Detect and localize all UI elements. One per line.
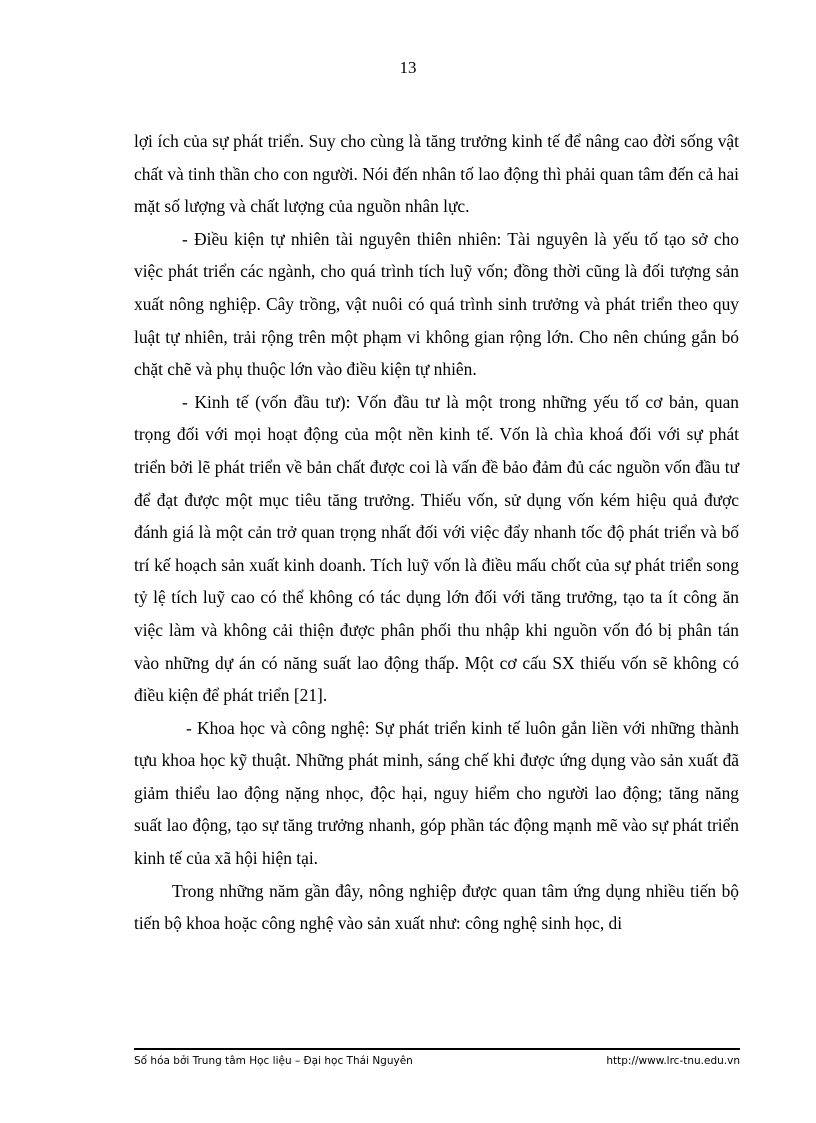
- paragraph: - Kinh tế (vốn đầu tư): Vốn đầu tư là một trong những yếu tố cơ bản, quan trọng đối với mọi hoạt động của một nền kinh tế. Vốn là chìa khoá đối với sự phát triển bởi lẽ phát triển về bản chất được coi là vấn đề bảo đảm đủ các nguồn vốn đầu tư để đạt được một mục tiêu tăng trưởng. Thiếu vốn, sử dụng vốn kém hiệu quả được đánh giá là một cản trở quan trọng nhất đối với việc đẩy nhanh tốc độ phát triển và bố trí kế hoạch sản xuất kinh doanh. Tích luỹ vốn là điều mấu chốt của sự phát triển song tỷ lệ tích luỹ cao có thể không có tác dụng lớn đối với tăng trưởng, tạo ta ít công ăn việc làm và không cải thiện được phân phối thu nhập khi nguồn vốn đó bị phân tán vào những dự án có năng suất lao động thấp. Một cơ cấu SX thiếu vốn sẽ không có điều kiện để phát triển [21].: [134, 391, 739, 706]
- footer-website-link[interactable]: http://www.lrc-tnu.edu.vn: [606, 1055, 740, 1067]
- document-body: [134, 125, 739, 940]
- paragraph: - Khoa học và công nghệ: Sự phát triển kinh tế luôn gắn liền với những thành tựu khoa học kỹ thuật. Những phát minh, sáng chế khi được ứng dụng vào sản xuất đã giảm thiểu lao động nặng nhọc, độc hại, nguy hiểm cho người lao động; tăng năng suất lao động, tạo sự tăng trưởng nhanh, góp phần tác động mạnh mẽ vào sự phát triển kinh tế của xã hội hiện tại.: [134, 717, 739, 869]
- paragraph: Trong những năm gần đây, nông nghiệp được quan tâm ứng dụng nhiều tiến bộ tiến bộ khoa hoặc công nghệ vào sản xuất như: công nghệ sinh học, di: [134, 880, 739, 934]
- footer-divider: [134, 1048, 740, 1050]
- footer-attribution: Số hóa bởi Trung tâm Học liệu – Đại học Thái Nguyên: [134, 1055, 413, 1067]
- paragraph: lợi ích của sự phát triển. Suy cho cùng là tăng trưởng kinh tế để nâng cao đời sống vật chất và tinh thần cho con người. Nói đến nhân tố lao động thì phải quan tâm đến cả hai mặt số lượng và chất lượng của nguồn nhân lực.: [134, 131, 739, 217]
- paragraph: - Điều kiện tự nhiên tài nguyên thiên nhiên: Tài nguyên là yếu tố tạo sở cho việc phát triển các ngành, cho quá trình tích luỹ vốn; đồng thời cũng là đối tượng sản xuất nông nghiệp. Cây trồng, vật nuôi có quá trình sinh trưởng và phát triển theo quy luật tự nhiên, trải rộng trên một phạm vi không gian rộng lớn. Cho nên chúng gắn bó chặt chẽ và phụ thuộc lớn vào điều kiện tự nhiên.: [134, 228, 739, 380]
- page-footer: [134, 1054, 740, 1068]
- page-number: 13: [399, 58, 417, 77]
